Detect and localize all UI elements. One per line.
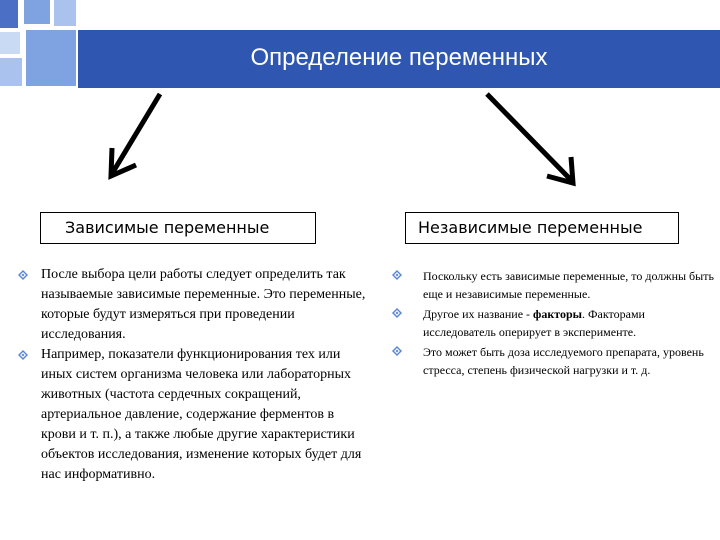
bullet-text: Это может быть доза исследуемого препарата, уровень стресса, степень физической нагрузки и т. д.: [423, 345, 704, 377]
diamond-bullet-icon: [392, 270, 402, 280]
independent-variables-heading: Независимые переменные: [405, 212, 679, 244]
diamond-bullet-icon: [392, 308, 402, 318]
bullet-text: Например, показатели функционирования тех или иных систем организма человека или лабораторных животных (частота сердечных сокращений, артериальное давление, содержание ферментов в крови и т. п.), а также любые другие характеристики объектов исследования, изменение которых будет для нас информативно.: [41, 347, 362, 482]
list-item: [18, 345, 368, 485]
bullet-text: После выбора цели работы следует определить так называемые зависимые переменные. Это переменные, которые будут измеряться при проведении исследования.: [41, 267, 366, 342]
list-item: [392, 306, 717, 341]
independent-variables-list: [392, 268, 717, 382]
bullet-text-prefix: Другое их название -: [423, 307, 534, 321]
diamond-bullet-icon: [392, 346, 402, 356]
dependent-variables-list: [18, 265, 368, 485]
list-item: [18, 265, 368, 345]
diamond-bullet-icon: [18, 270, 28, 280]
bullet-text: Поскольку есть зависимые переменные, то должны быть еще и независимые переменные.: [423, 269, 714, 301]
page-title: Определение переменных: [250, 44, 548, 71]
bullet-text-suffix: . Факторами исследователь оперирует в эксперименте.: [423, 307, 645, 339]
list-item: [392, 344, 717, 379]
factors-term: факторы: [533, 307, 583, 321]
arrow-down-right-icon: [487, 94, 573, 183]
arrow-down-left-icon: [111, 94, 160, 176]
diamond-bullet-icon: [18, 350, 28, 360]
list-item: [392, 268, 717, 303]
dependent-variables-heading: Зависимые переменные: [40, 212, 316, 244]
